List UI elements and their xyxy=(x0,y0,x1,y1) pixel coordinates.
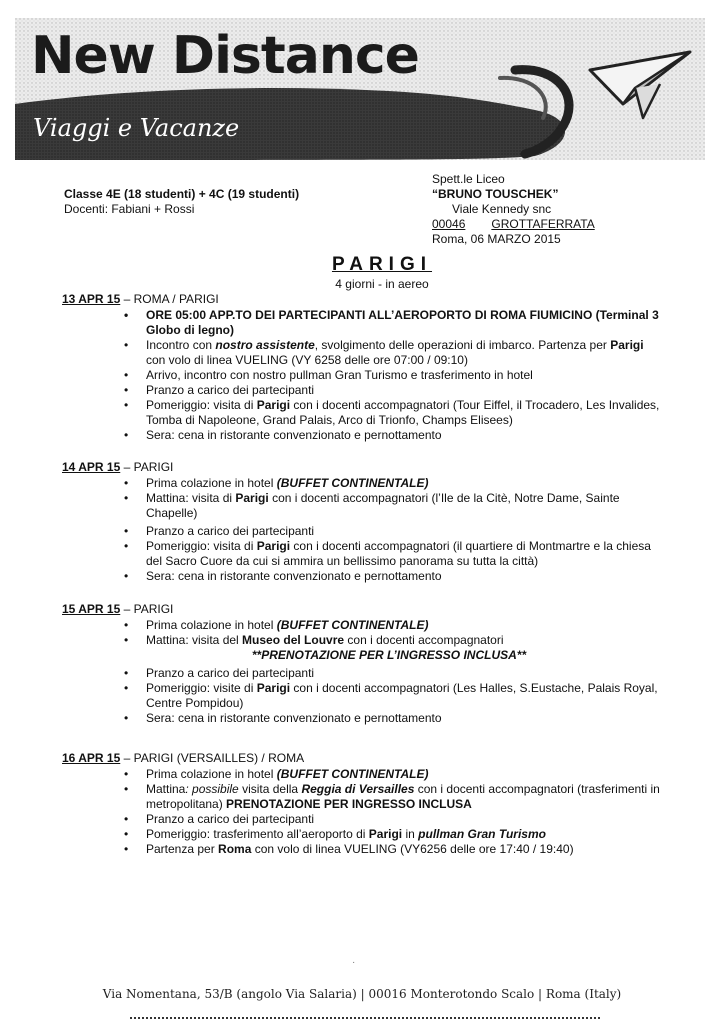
page-title xyxy=(0,254,724,276)
page-subtitle: 4 giorni - in aereo xyxy=(335,277,429,291)
list-item: • Prima colazione in hotel (BUFFET CONTINENTALE) xyxy=(146,618,662,633)
list-item: • Arrivo, incontro con nostro pullman Gran Turismo e trasferimento in hotel xyxy=(146,368,662,383)
list-item: • Pomeriggio: visite di Parigi con i docenti accompagnatori (Les Halles, S.Eustache, Palais Royal, Centre Pompidou) xyxy=(146,681,662,711)
list-item: • Sera: cena in ristorante convenzionato e pernottamento xyxy=(146,711,662,726)
teachers-line: Docenti: Fabiani + Rossi xyxy=(64,202,195,216)
day-route: – PARIGI xyxy=(120,460,174,474)
letter-date: Roma, 06 MARZO 2015 xyxy=(432,232,561,246)
list-item: • Pranzo a carico dei partecipanti xyxy=(146,666,662,681)
day-activity-list xyxy=(62,476,662,584)
brand-tagline: Viaggi e Vacanze xyxy=(33,114,240,142)
header-banner xyxy=(15,18,705,160)
recipient-postcode: 00046 xyxy=(432,217,466,231)
list-item: • Prima colazione in hotel (BUFFET CONTINENTALE) xyxy=(146,767,662,782)
list-item: • Pranzo a carico dei partecipanti xyxy=(146,812,662,827)
title-text: PARIGI xyxy=(331,254,433,275)
day-date: 16 APR 15 xyxy=(62,751,121,765)
day-header xyxy=(62,751,662,766)
footer-address: Via Nomentana, 53/B (angolo Via Salaria) | 00016 Monterotondo Scalo | Roma (Italy) xyxy=(102,987,622,1001)
day-activity-list xyxy=(62,618,662,726)
recipient-address xyxy=(432,172,595,247)
list-item: • Pomeriggio: trasferimento all’aeroporto di Parigi in pullman Gran Turismo xyxy=(146,827,662,842)
list-item: • Pranzo a carico dei partecipanti xyxy=(146,383,662,398)
day-section xyxy=(62,602,662,726)
day-route: – PARIGI (VERSAILLES) / ROMA xyxy=(120,751,305,765)
recipient-street: Viale Kennedy snc xyxy=(452,202,552,216)
day-header xyxy=(62,602,662,617)
recipient-city: GROTTAFERRATA xyxy=(491,217,595,231)
list-item: • Mattina: possibile visita della Reggia di Versailles con i docenti accompagnatori (trasferimenti in metropolitana) PRENOTAZIONE PER INGRESSO INCLUSA xyxy=(146,782,662,812)
list-item: • Sera: cena in ristorante convenzionato e pernottamento xyxy=(146,428,662,443)
day-activity-list xyxy=(62,308,662,443)
list-item: • Incontro con nostro assistente, svolgimento delle operazioni di imbarco. Partenza per Parigi con volo di linea VUELING (VY 6258 delle ore 07:00 / 09:10) xyxy=(146,338,662,368)
footer-dot: · xyxy=(352,957,356,968)
booking-note: **PRENOTAZIONE PER L’INGRESSO INCLUSA** xyxy=(251,648,527,662)
recipient-city-line xyxy=(432,217,595,232)
day-header xyxy=(62,460,662,475)
list-item: • Pomeriggio: visita di Parigi con i docenti accompagnatori (Tour Eiffel, il Trocadero, Les Invalides, Tomba di Napoleone, Grand Palais, Arco di Trionfo, Champs Elisees) xyxy=(146,398,662,428)
list-item: • Partenza per Roma con volo di linea VUELING (VY6256 delle ore 17:40 / 19:40) xyxy=(146,842,662,857)
day-section xyxy=(62,460,662,584)
footer-cut-off-line xyxy=(130,1013,600,1024)
day-section xyxy=(62,292,662,443)
list-item: • Mattina: visita di Parigi con i docenti accompagnatori (l’Ile de la Citè, Notre Dame, Sainte Chapelle) xyxy=(146,491,662,521)
list-item: • Prima colazione in hotel (BUFFET CONTINENTALE) xyxy=(146,476,662,491)
list-item: • Mattina: visita del Museo del Louvre con i docenti accompagnatori xyxy=(146,633,662,648)
day-route: – PARIGI xyxy=(120,602,174,616)
day-date: 15 APR 15 xyxy=(62,602,121,616)
recipient-school: “BRUNO TOUSCHEK” xyxy=(432,187,559,201)
recipient-salutation: Spett.le Liceo xyxy=(432,172,505,186)
list-item: • Pranzo a carico dei partecipanti xyxy=(146,524,662,539)
day-header xyxy=(62,292,662,307)
class-info xyxy=(64,187,299,217)
brand-logo: New Distance xyxy=(31,26,419,86)
class-list: Classe 4E (18 studenti) + 4C (19 studenti) xyxy=(64,187,300,201)
list-item: • ORE 05:00 APP.TO DEI PARTECIPANTI ALL’AEROPORTO DI ROMA FIUMICINO (Terminal 3 Globo di legno) xyxy=(146,308,662,338)
day-section xyxy=(62,751,662,857)
day-date: 14 APR 15 xyxy=(62,460,121,474)
day-activity-list xyxy=(62,767,662,857)
day-date: 13 APR 15 xyxy=(62,292,121,306)
day-route: – ROMA / PARIGI xyxy=(120,292,219,306)
list-item: • Sera: cena in ristorante convenzionato e pernottamento xyxy=(146,569,662,584)
list-item: • Pomeriggio: visita di Parigi con i docenti accompagnatori (il quartiere di Montmartre e la chiesa del Sacro Cuore da cui si ammira un bellissimo panorama su tutta la città) xyxy=(146,539,662,569)
